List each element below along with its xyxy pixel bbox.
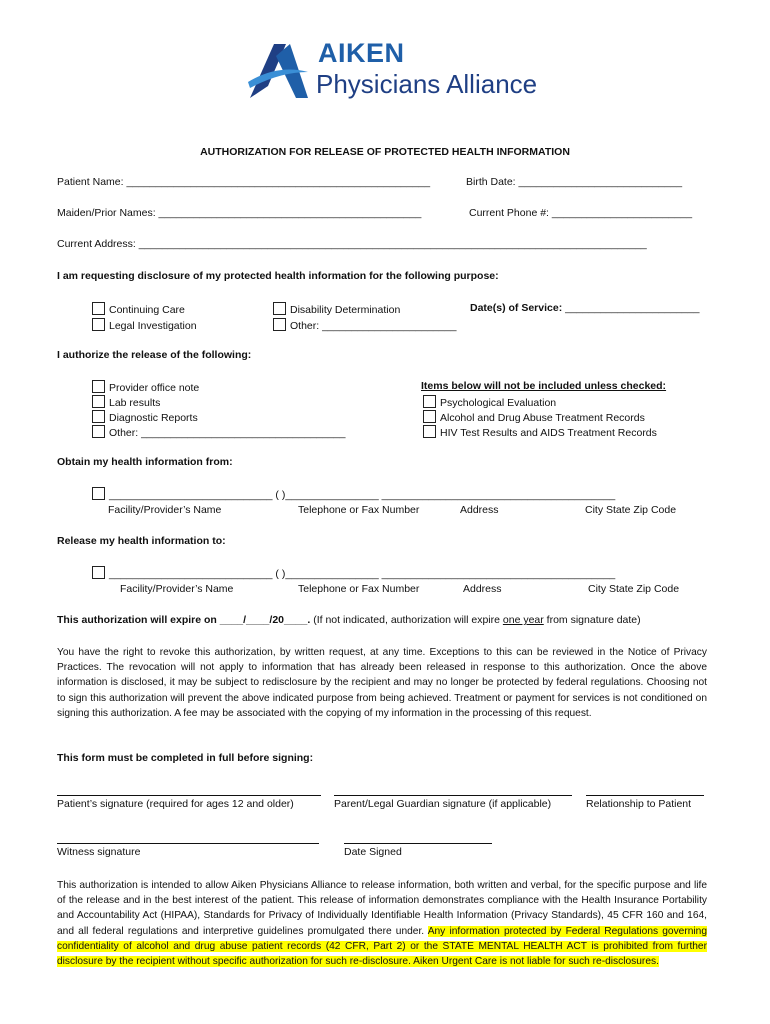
checkbox-icon[interactable]	[273, 318, 286, 331]
obtain-label-facility: Facility/Provider’s Name	[108, 504, 222, 516]
logo	[246, 36, 556, 106]
obtain-label-phone: Telephone or Fax Number	[298, 504, 420, 516]
checkbox-label: Continuing Care	[109, 304, 185, 316]
guardian-signature-label: Parent/Legal Guardian signature (if applicable)	[334, 798, 552, 810]
checkbox-provider-office-note[interactable]	[92, 380, 199, 394]
checkbox-alcohol-drug-records[interactable]	[423, 410, 645, 424]
current-address-field[interactable]: Current Address: _______________________________________________________________________________________	[57, 238, 647, 250]
patient-signature-label: Patient’s signature (required for ages 12 and older)	[57, 798, 294, 810]
checkbox-purpose-other[interactable]	[273, 318, 456, 332]
obtain-entry-line[interactable]	[92, 487, 615, 501]
release-to-heading: Release my health information to:	[57, 535, 226, 547]
checkbox-icon[interactable]	[92, 566, 105, 579]
checkbox-icon[interactable]	[92, 302, 105, 315]
dates-of-service-blank[interactable]: _______________________	[565, 302, 700, 314]
relationship-line[interactable]	[586, 786, 704, 796]
expiration-line	[57, 614, 641, 626]
checkbox-icon[interactable]	[423, 395, 436, 408]
legal-paragraph-highlighted: Any information protected by Federal Regulations governing confidentiality of alcohol and drug abuse patient records (42 CFR, Part 2) or the STATE MENTAL HEALTH ACT is prohibited from further disclosure by the recipient without specific authorization for such re-disclosure. Aiken Urgent Care is not liable for such re-disclosures.	[57, 925, 707, 968]
witness-signature-label: Witness signature	[57, 846, 141, 858]
checkbox-label: Diagnostic Reports	[109, 412, 198, 424]
checkbox-label: Provider office note	[109, 382, 200, 394]
checkbox-label: Other: ___________________________________	[109, 427, 346, 439]
release-heading: I authorize the release of the following:	[57, 349, 252, 361]
checkbox-diagnostic-reports[interactable]	[92, 410, 198, 424]
obtain-heading: Obtain my health information from:	[57, 456, 233, 468]
birth-date-field[interactable]: Birth Date: ____________________________	[466, 176, 683, 188]
release-to-label-phone: Telephone or Fax Number	[298, 583, 420, 595]
expiration-field[interactable]: This authorization will expire on ____/____/20____.	[57, 614, 311, 626]
checkbox-psychological-evaluation[interactable]	[423, 395, 556, 409]
checkbox-icon[interactable]	[92, 380, 105, 393]
expiration-note: (If not indicated, authorization will expire	[310, 614, 503, 626]
guardian-signature-line[interactable]	[334, 786, 572, 796]
checkbox-release-other[interactable]	[92, 425, 345, 439]
patient-name-field[interactable]: Patient Name: ____________________________________________________	[57, 176, 431, 188]
checkbox-icon[interactable]	[423, 425, 436, 438]
checkbox-label: HIV Test Results and AIDS Treatment Records	[440, 427, 657, 439]
checkbox-label: Alcohol and Drug Abuse Treatment Records	[440, 412, 645, 424]
patient-signature-line[interactable]	[57, 786, 321, 796]
release-to-blank-line[interactable]: ____________________________ ( )________________ ________________________________________	[109, 568, 616, 580]
checkbox-lab-results[interactable]	[92, 395, 160, 409]
expiration-note-end: from signature date)	[543, 614, 641, 626]
checkbox-legal-investigation[interactable]	[92, 318, 197, 332]
release-to-label-facility: Facility/Provider’s Name	[120, 583, 234, 595]
obtain-blank-line[interactable]: ____________________________ ( )________________ ________________________________________	[109, 489, 616, 501]
checkbox-icon[interactable]	[92, 318, 105, 331]
legal-paragraph	[57, 878, 707, 969]
release-to-label-address: Address	[463, 583, 502, 595]
checkbox-icon[interactable]	[92, 395, 105, 408]
release-to-label-city-state-zip: City State Zip Code	[588, 583, 680, 595]
date-signed-line[interactable]	[344, 834, 492, 844]
dates-of-service-field[interactable]	[470, 302, 699, 314]
dates-of-service-label: Date(s) of Service:	[470, 302, 563, 314]
checkbox-continuing-care[interactable]	[92, 302, 185, 316]
checkbox-icon[interactable]	[92, 425, 105, 438]
checkbox-icon[interactable]	[273, 302, 286, 315]
maiden-names-field[interactable]: Maiden/Prior Names: _____________________________________________	[57, 207, 422, 219]
checkbox-icon[interactable]	[92, 410, 105, 423]
logo-mark-icon	[246, 36, 312, 102]
legal-paragraph-text: This authorization is intended to allow Aiken Physicians Alliance to release information, both written and verbal, for the specific purpose and life of the release and in the best interest of the patient. This release of information demonstrates compliance with the Health Insurance Portability and Accountability Act (HIPAA), Standards for Privacy of Individually Identifiable Health Information (Privacy Standards), 45 CFR 160 and 164, and all federal regulations and interpretive guidelines promulgated there under.	[57, 880, 707, 937]
form-title: AUTHORIZATION FOR RELEASE OF PROTECTED HEALTH INFORMATION	[200, 146, 570, 158]
current-phone-field[interactable]: Current Phone #: ________________________	[469, 207, 693, 219]
relationship-label: Relationship to Patient	[586, 798, 692, 810]
obtain-label-address: Address	[460, 504, 499, 516]
complete-heading: This form must be completed in full before signing:	[57, 752, 314, 764]
special-items-heading: Items below will not be included unless checked:	[421, 380, 667, 392]
date-signed-label: Date Signed	[344, 846, 402, 858]
witness-signature-line[interactable]	[57, 834, 319, 844]
checkbox-hiv-aids-records[interactable]	[423, 425, 657, 439]
release-to-entry-line[interactable]	[92, 566, 615, 580]
checkbox-label: Lab results	[109, 397, 161, 409]
checkbox-icon[interactable]	[423, 410, 436, 423]
logo-text-aiken: AIKEN	[318, 38, 405, 68]
checkbox-label: Disability Determination	[290, 304, 401, 316]
checkbox-icon[interactable]	[92, 487, 105, 500]
checkbox-label: Psychological Evaluation	[440, 397, 557, 409]
logo-text-physicians-alliance: Physicians Alliance	[316, 69, 538, 99]
obtain-label-city-state-zip: City State Zip Code	[585, 504, 677, 516]
checkbox-label: Legal Investigation	[109, 320, 197, 332]
revocation-paragraph: You have the right to revoke this authorization, by written request, at any time. Exceptions to this can be reviewed in the Notice of Privacy Practices. The revocation will not apply to information that has already been released in response to this authorization. Once the above information is disclosed, it may be subject to redisclosure by the recipient and may no longer be protected by federal regulations. Choosing not to sign this authorization will prevent the above indicated purpose from being achieved. Treatment or payment for services is not conditioned on signing this authorization. A fee may be associated with the copying of my information in the processing of this request.	[57, 647, 707, 719]
expiration-default: one year	[502, 614, 544, 626]
checkbox-disability-determination[interactable]	[273, 302, 400, 316]
checkbox-label: Other: _______________________	[290, 320, 457, 332]
purpose-heading: I am requesting disclosure of my protected health information for the following purpose:	[57, 270, 499, 282]
